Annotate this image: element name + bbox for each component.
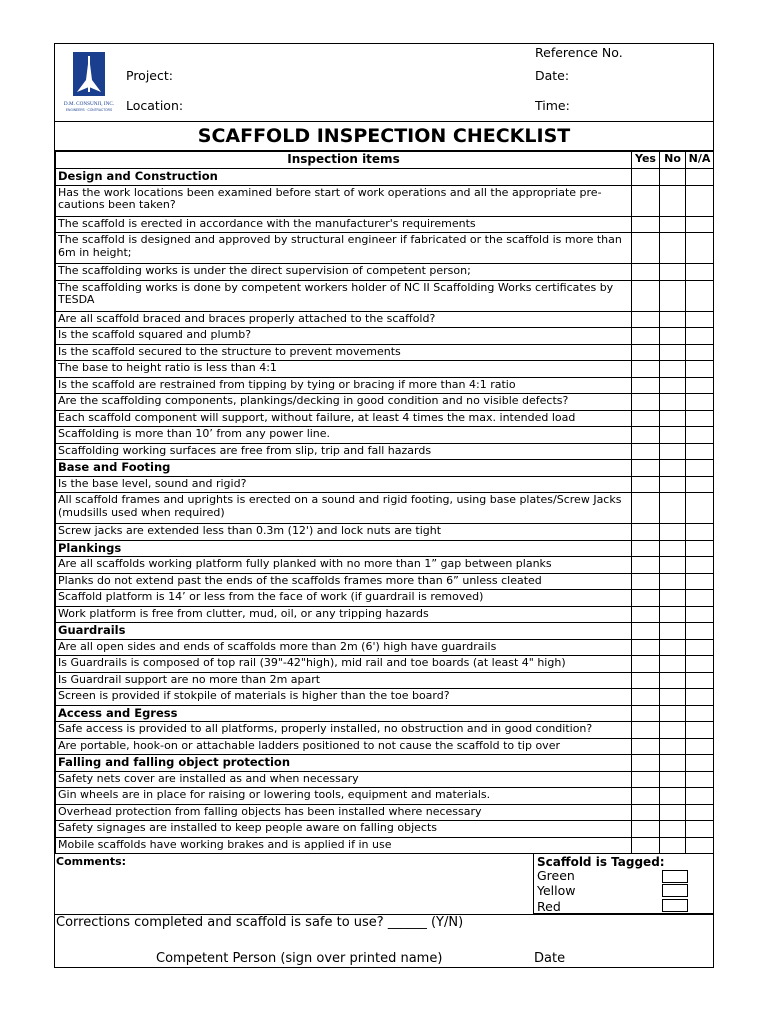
no-cell[interactable] — [660, 656, 686, 673]
na-cell[interactable] — [686, 394, 714, 411]
na-cell[interactable] — [686, 837, 714, 854]
checklist-row — [56, 672, 714, 689]
corrections-question: Corrections completed and scaffold is safe to use? ______ (Y/N) — [56, 915, 464, 930]
checklist-row — [56, 722, 714, 739]
page-title: SCAFFOLD INSPECTION CHECKLIST — [55, 121, 713, 151]
no-cell[interactable] — [660, 233, 686, 264]
inspection-item-text: All scaffold frames and uprights is erected on a sound and rigid footing, using base plates/Screw Jacks (mudsills used when required) — [56, 493, 632, 524]
yes-cell[interactable] — [632, 311, 660, 328]
yes-cell[interactable] — [632, 639, 660, 656]
yes-cell[interactable] — [632, 377, 660, 394]
yes-cell[interactable] — [632, 524, 660, 541]
no-cell[interactable] — [660, 394, 686, 411]
inspection-item-text: Each scaffold component will support, without failure, at least 4 times the max. intended load — [56, 410, 632, 427]
inspection-item-text: Safe access is provided to all platforms, properly installed, no obstruction and in good condition? — [56, 722, 632, 739]
section-row — [56, 540, 714, 557]
no-cell[interactable] — [660, 410, 686, 427]
na-cell[interactable] — [686, 344, 714, 361]
na-cell[interactable] — [686, 821, 714, 838]
section-title: Base and Footing — [56, 460, 632, 477]
na-cell[interactable] — [686, 233, 714, 264]
tagged-title: Scaffold is Tagged: — [537, 855, 665, 869]
na-cell — [686, 540, 714, 557]
checklist-row — [56, 233, 714, 264]
inspection-item-text: The base to height ratio is less than 4:1 — [56, 361, 632, 378]
na-cell[interactable] — [686, 377, 714, 394]
inspection-item-text: Is Guardrails is composed of top rail (39"-42"high), mid rail and toe boards (at least 4" high) — [56, 656, 632, 673]
logo-subtext: ENGINEERS · CONTRACTORS — [65, 108, 113, 112]
yes-cell[interactable] — [632, 427, 660, 444]
inspection-item-text: Gin wheels are in place for raising or lowering tools, equipment and materials. — [56, 788, 632, 805]
yes-cell[interactable] — [632, 689, 660, 706]
na-cell[interactable] — [686, 722, 714, 739]
yes-cell[interactable] — [632, 280, 660, 311]
checklist-row — [56, 427, 714, 444]
na-cell[interactable] — [686, 788, 714, 805]
section-title: Plankings — [56, 540, 632, 557]
no-cell[interactable] — [660, 557, 686, 574]
form-header — [55, 44, 713, 122]
yes-cell — [632, 705, 660, 722]
inspection-item-text: Is Guardrail support are no more than 2m apart — [56, 672, 632, 689]
na-cell[interactable] — [686, 590, 714, 607]
no-cell[interactable] — [660, 590, 686, 607]
na-header: N/A — [686, 152, 714, 169]
checklist-row — [56, 377, 714, 394]
yes-cell[interactable] — [632, 606, 660, 623]
checklist-row — [56, 443, 714, 460]
no-cell[interactable] — [660, 264, 686, 281]
yes-cell — [632, 755, 660, 772]
yes-cell[interactable] — [632, 821, 660, 838]
na-cell[interactable] — [686, 328, 714, 345]
yes-cell[interactable] — [632, 557, 660, 574]
inspection-item-text: Planks do not extend past the ends of the scaffolds frames more than 6” unless cleated — [56, 573, 632, 590]
na-cell[interactable] — [686, 493, 714, 524]
comments-label: Comments: — [56, 855, 127, 868]
no-cell[interactable] — [660, 216, 686, 233]
section-row — [56, 460, 714, 477]
no-cell[interactable] — [660, 738, 686, 755]
yes-cell[interactable] — [632, 722, 660, 739]
checklist-row — [56, 410, 714, 427]
checklist-row — [56, 264, 714, 281]
no-cell[interactable] — [660, 606, 686, 623]
no-cell[interactable] — [660, 573, 686, 590]
section-row — [56, 705, 714, 722]
checklist-row — [56, 476, 714, 493]
no-cell[interactable] — [660, 344, 686, 361]
yes-cell[interactable] — [632, 573, 660, 590]
checklist-row — [56, 606, 714, 623]
na-cell — [686, 755, 714, 772]
yes-cell — [632, 623, 660, 640]
na-cell[interactable] — [686, 216, 714, 233]
inspection-item-text: Are the scaffolding components, plankings/decking in good condition and no visible defects? — [56, 394, 632, 411]
company-logo — [59, 50, 119, 116]
na-cell[interactable] — [686, 606, 714, 623]
section-title: Falling and falling object protection — [56, 755, 632, 772]
checklist-row — [56, 689, 714, 706]
no-cell[interactable] — [660, 804, 686, 821]
section-row — [56, 755, 714, 772]
na-cell[interactable] — [686, 804, 714, 821]
no-cell — [660, 705, 686, 722]
no-cell[interactable] — [660, 280, 686, 311]
na-cell[interactable] — [686, 410, 714, 427]
no-cell[interactable] — [660, 361, 686, 378]
checklist-row — [56, 311, 714, 328]
na-cell[interactable] — [686, 639, 714, 656]
yes-cell[interactable] — [632, 656, 660, 673]
na-cell[interactable] — [686, 524, 714, 541]
section-title: Access and Egress — [56, 705, 632, 722]
na-cell[interactable] — [686, 280, 714, 311]
inspection-item-text: Safety nets cover are installed as and when necessary — [56, 771, 632, 788]
no-cell[interactable] — [660, 476, 686, 493]
checklist-row — [56, 394, 714, 411]
checklist-row — [56, 216, 714, 233]
inspection-item-text: Scaffolding working surfaces are free from slip, trip and fall hazards — [56, 443, 632, 460]
na-cell[interactable] — [686, 264, 714, 281]
inspection-item-text: Scaffold platform is 14’ or less from the face of work (if guardrail is removed) — [56, 590, 632, 607]
na-cell — [686, 169, 714, 186]
checklist-row — [56, 328, 714, 345]
yes-cell[interactable] — [632, 804, 660, 821]
na-cell[interactable] — [686, 689, 714, 706]
inspection-item-text: Screw jacks are extended less than 0.3m (12') and lock nuts are tight — [56, 524, 632, 541]
checklist-row — [56, 821, 714, 838]
checklist-form — [54, 43, 714, 968]
checklist-row — [56, 493, 714, 524]
yes-cell[interactable] — [632, 443, 660, 460]
tag-yellow-checkbox[interactable] — [662, 884, 688, 897]
inspection-item-text: Screen is provided if stokpile of materials is higher than the toe board? — [56, 689, 632, 706]
yes-cell[interactable] — [632, 328, 660, 345]
signature-date-label: Date — [534, 951, 566, 966]
yes-header: Yes — [632, 152, 660, 169]
inspection-table — [55, 151, 714, 854]
no-cell — [660, 460, 686, 477]
yes-cell — [632, 540, 660, 557]
inspection-item-text: The scaffolding works is done by competent workers holder of NC II Scaffolding Works certificates by TESDA — [56, 280, 632, 311]
inspection-item-text: Overhead protection from falling objects has been installed where necessary — [56, 804, 632, 821]
yes-cell[interactable] — [632, 410, 660, 427]
section-row — [56, 169, 714, 186]
yes-cell[interactable] — [632, 216, 660, 233]
tag-red-checkbox[interactable] — [662, 899, 688, 912]
inspection-item-text: Has the work locations been examined before start of work operations and all the appropriate pre-cautions been taken? — [56, 185, 632, 216]
tag-green-checkbox[interactable] — [662, 870, 688, 883]
no-cell[interactable] — [660, 524, 686, 541]
no-cell[interactable] — [660, 722, 686, 739]
no-cell[interactable] — [660, 377, 686, 394]
no-header: No — [660, 152, 686, 169]
no-cell[interactable] — [660, 639, 686, 656]
competent-person-label: Competent Person (sign over printed name) — [156, 951, 443, 966]
na-cell[interactable] — [686, 185, 714, 216]
inspection-item-text: Are all open sides and ends of scaffolds more than 2m (6') high have guardrails — [56, 639, 632, 656]
no-cell[interactable] — [660, 689, 686, 706]
yes-cell[interactable] — [632, 233, 660, 264]
tag-yellow-label: Yellow — [537, 883, 576, 898]
yes-cell — [632, 460, 660, 477]
na-cell[interactable] — [686, 656, 714, 673]
na-cell[interactable] — [686, 476, 714, 493]
location-label: Location: — [126, 98, 184, 113]
na-cell[interactable] — [686, 771, 714, 788]
inspection-item-text: The scaffold is designed and approved by structural engineer if fabricated or the scaffold is more than 6m in height; — [56, 233, 632, 264]
checklist-row — [56, 185, 714, 216]
section-title: Design and Construction — [56, 169, 632, 186]
no-cell — [660, 623, 686, 640]
yes-cell[interactable] — [632, 264, 660, 281]
checklist-row — [56, 771, 714, 788]
inspection-item-text: Work platform is free from clutter, mud, oil, or any tripping hazards — [56, 606, 632, 623]
checklist-row — [56, 573, 714, 590]
yes-cell[interactable] — [632, 788, 660, 805]
no-cell[interactable] — [660, 328, 686, 345]
yes-cell[interactable] — [632, 476, 660, 493]
checklist-row — [56, 590, 714, 607]
no-cell[interactable] — [660, 443, 686, 460]
items-header: Inspection items — [56, 152, 632, 169]
checklist-row — [56, 804, 714, 821]
time-label: Time: — [535, 98, 570, 113]
na-cell — [686, 460, 714, 477]
checklist-row — [56, 344, 714, 361]
inspection-item-text: Is the scaffold secured to the structure to prevent movements — [56, 344, 632, 361]
na-cell[interactable] — [686, 738, 714, 755]
checklist-row — [56, 361, 714, 378]
yes-cell[interactable] — [632, 837, 660, 854]
reference-label: Reference No. — [535, 45, 623, 60]
yes-cell[interactable] — [632, 738, 660, 755]
na-cell[interactable] — [686, 311, 714, 328]
checklist-row — [56, 524, 714, 541]
yes-cell[interactable] — [632, 590, 660, 607]
inspection-item-text: The scaffolding works is under the direct supervision of competent person; — [56, 264, 632, 281]
tag-red-label: Red — [537, 899, 561, 914]
yes-cell[interactable] — [632, 672, 660, 689]
inspection-item-text: Is the base level, sound and rigid? — [56, 476, 632, 493]
yes-cell[interactable] — [632, 493, 660, 524]
checklist-row — [56, 788, 714, 805]
no-cell — [660, 540, 686, 557]
no-cell[interactable] — [660, 427, 686, 444]
inspection-item-text: Are all scaffold braced and braces properly attached to the scaffold? — [56, 311, 632, 328]
checklist-row — [56, 738, 714, 755]
form-footer — [55, 853, 713, 968]
no-cell — [660, 169, 686, 186]
inspection-item-text: Scaffolding is more than 10’ from any power line. — [56, 427, 632, 444]
na-cell — [686, 623, 714, 640]
no-cell[interactable] — [660, 311, 686, 328]
date-label: Date: — [535, 68, 570, 83]
inspection-item-text: Mobile scaffolds have working brakes and is applied if in use — [56, 837, 632, 854]
yes-cell[interactable] — [632, 361, 660, 378]
checklist-row — [56, 656, 714, 673]
inspection-item-text: Are portable, hook-on or attachable ladders positioned to not cause the scaffold to tip over — [56, 738, 632, 755]
yes-cell — [632, 169, 660, 186]
project-label: Project: — [126, 68, 173, 83]
checklist-row — [56, 639, 714, 656]
yes-cell[interactable] — [632, 771, 660, 788]
no-cell[interactable] — [660, 788, 686, 805]
inspection-item-text: Is the scaffold squared and plumb? — [56, 328, 632, 345]
inspection-item-text: Is the scaffold are restrained from tipping by tying or bracing if more than 4:1 ratio — [56, 377, 632, 394]
na-cell[interactable] — [686, 427, 714, 444]
yes-cell[interactable] — [632, 185, 660, 216]
no-cell[interactable] — [660, 672, 686, 689]
na-cell — [686, 705, 714, 722]
logo-text: D.M. CONSUNJI, INC. — [63, 101, 115, 107]
section-row — [56, 623, 714, 640]
na-cell[interactable] — [686, 672, 714, 689]
na-cell[interactable] — [686, 443, 714, 460]
checklist-row — [56, 280, 714, 311]
inspection-item-text: Are all scaffolds working platform fully planked with no more than 1” gap between planks — [56, 557, 632, 574]
na-cell[interactable] — [686, 557, 714, 574]
tag-green-label: Green — [537, 868, 575, 883]
yes-cell[interactable] — [632, 394, 660, 411]
checklist-row — [56, 557, 714, 574]
no-cell[interactable] — [660, 837, 686, 854]
na-cell[interactable] — [686, 361, 714, 378]
no-cell[interactable] — [660, 821, 686, 838]
checklist-row — [56, 837, 714, 854]
tag-status-box — [533, 854, 713, 914]
na-cell[interactable] — [686, 573, 714, 590]
inspection-item-text: Safety signages are installed to keep people aware on falling objects — [56, 821, 632, 838]
yes-cell[interactable] — [632, 344, 660, 361]
no-cell[interactable] — [660, 493, 686, 524]
no-cell[interactable] — [660, 771, 686, 788]
section-title: Guardrails — [56, 623, 632, 640]
no-cell[interactable] — [660, 185, 686, 216]
inspection-item-text: The scaffold is erected in accordance with the manufacturer's requirements — [56, 216, 632, 233]
no-cell — [660, 755, 686, 772]
